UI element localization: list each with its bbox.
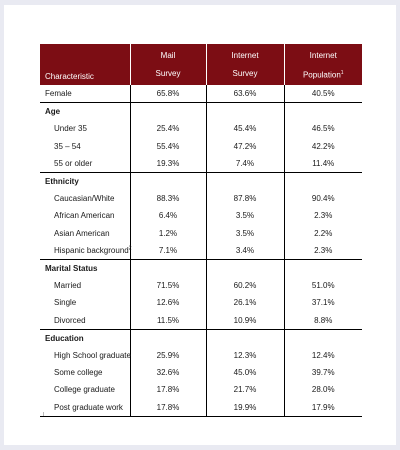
- table-row: [40, 155, 362, 173]
- internet-population-value: 2.3%: [284, 207, 362, 224]
- footnote-marker: 2: [128, 245, 132, 252]
- internet-survey-value: 60.2%: [206, 277, 284, 294]
- section-row-ethnicity: [40, 173, 362, 191]
- row-label: Some college: [54, 368, 103, 378]
- internet-survey-value: 45.0%: [206, 364, 284, 381]
- row-label: Post graduate work: [40, 399, 130, 417]
- table-row: [40, 312, 362, 330]
- section-row-marital-status: [40, 260, 362, 278]
- internet-survey-value: 87.8%: [206, 190, 284, 207]
- footnote-marker: 1: [340, 70, 344, 76]
- table-row: [40, 207, 362, 224]
- row-label: High School graduate: [54, 351, 131, 361]
- row-label: 55 or older: [54, 158, 93, 168]
- table-row: [40, 85, 362, 103]
- mail-survey-value: 25.4%: [130, 120, 206, 137]
- header-mail-survey: Mail Survey: [130, 44, 206, 85]
- internet-population-value: 12.4%: [284, 347, 362, 364]
- mail-survey-value: 32.6%: [130, 364, 206, 381]
- mail-survey-value: 17.8%: [130, 381, 206, 398]
- internet-population-value: 28.0%: [284, 381, 362, 398]
- internet-survey-value: 7.4%: [206, 155, 284, 173]
- row-label: College graduate: [54, 385, 115, 395]
- internet-survey-value: 63.6%: [206, 85, 284, 103]
- internet-survey-value: 12.3%: [206, 347, 284, 364]
- mail-survey-value: 7.1%: [130, 242, 206, 260]
- row-label: Under 35: [54, 124, 87, 134]
- survey-comparison-table: [40, 44, 362, 417]
- table-row: [40, 294, 362, 311]
- header-characteristic: Characteristic: [40, 44, 130, 85]
- table-row: [40, 277, 362, 294]
- mail-survey-value: 55.4%: [130, 138, 206, 155]
- mail-survey-value: 1.2%: [130, 225, 206, 242]
- section-row-education: [40, 329, 362, 347]
- table-row: [40, 225, 362, 242]
- internet-population-value: 2.2%: [284, 225, 362, 242]
- mail-survey-value: 12.6%: [130, 294, 206, 311]
- row-label: Single: [54, 298, 77, 308]
- internet-population-value: 8.8%: [284, 312, 362, 330]
- internet-population-value: 2.3%: [284, 242, 362, 260]
- row-label: Divorced: [54, 315, 86, 325]
- section-label: Education: [40, 329, 130, 347]
- table-row: [40, 190, 362, 207]
- mail-survey-value: 65.8%: [130, 85, 206, 103]
- internet-survey-value: 3.5%: [206, 207, 284, 224]
- header-internet-population: Internet Population$^1$: [284, 44, 362, 85]
- table-row: [40, 364, 362, 381]
- internet-population-value: 37.1%: [284, 294, 362, 311]
- table-row: [40, 138, 362, 155]
- internet-population-value: 42.2%: [284, 138, 362, 155]
- table-row: [40, 399, 362, 417]
- table-row: [40, 381, 362, 398]
- mail-survey-value: 71.5%: [130, 277, 206, 294]
- internet-survey-value: 21.7%: [206, 381, 284, 398]
- internet-survey-value: 26.1%: [206, 294, 284, 311]
- internet-population-value: 11.4%: [284, 155, 362, 173]
- table-header-row: [40, 44, 362, 85]
- row-label: 35 – 54: [54, 141, 81, 151]
- internet-population-value: 51.0%: [284, 277, 362, 294]
- internet-survey-value: 47.2%: [206, 138, 284, 155]
- internet-survey-value: 3.4%: [206, 242, 284, 260]
- page-mark: [43, 412, 44, 416]
- section-row-age: [40, 103, 362, 121]
- internet-survey-value: 3.5%: [206, 225, 284, 242]
- row-label: Asian American: [54, 228, 110, 238]
- table-row: [40, 242, 362, 260]
- internet-survey-value: 45.4%: [206, 120, 284, 137]
- mail-survey-value: 11.5%: [130, 312, 206, 330]
- section-label: Ethnicity: [40, 173, 130, 191]
- internet-survey-value: 10.9%: [206, 312, 284, 330]
- internet-population-value: 39.7%: [284, 364, 362, 381]
- table-row: [40, 347, 362, 364]
- internet-population-value: 40.5%: [284, 85, 362, 103]
- row-label: Caucasian/White: [54, 194, 115, 204]
- row-label: African American: [54, 211, 115, 221]
- section-label: Marital Status: [40, 260, 130, 278]
- row-label: Married: [54, 281, 82, 291]
- section-label: Age: [40, 103, 130, 121]
- table-row: [40, 120, 362, 137]
- mail-survey-value: 6.4%: [130, 207, 206, 224]
- header-internet-survey: Internet Survey: [206, 44, 284, 85]
- internet-survey-value: 19.9%: [206, 399, 284, 417]
- mail-survey-value: 19.3%: [130, 155, 206, 173]
- mail-survey-value: 25.9%: [130, 347, 206, 364]
- document-page: [4, 5, 396, 445]
- internet-population-value: 90.4%: [284, 190, 362, 207]
- internet-population-value: 17.9%: [284, 399, 362, 417]
- internet-population-value: 46.5%: [284, 120, 362, 137]
- row-label: Female: [45, 89, 72, 98]
- mail-survey-value: 88.3%: [130, 190, 206, 207]
- row-label: Hispanic background$^2$: [54, 245, 132, 255]
- mail-survey-value: 17.8%: [130, 399, 206, 417]
